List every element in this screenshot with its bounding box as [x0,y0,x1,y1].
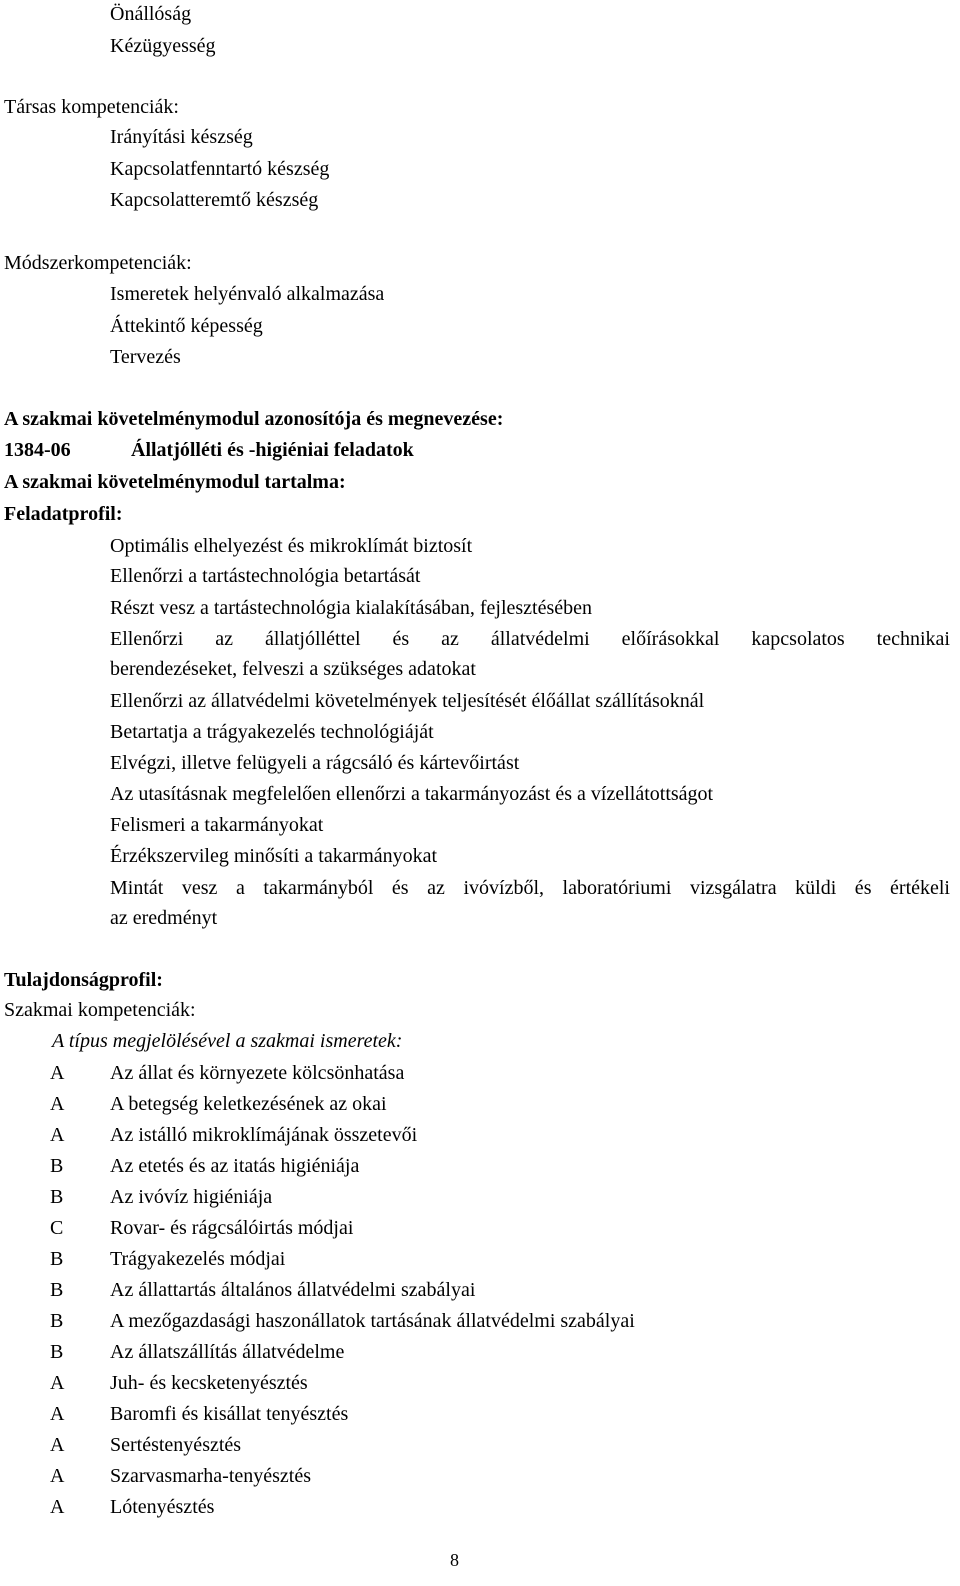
task-item-continued: berendezéseket, felveszi a szükséges adatokat [110,658,476,680]
knowledge-row [50,1092,387,1116]
knowledge-text: Az állat és környezete kölcsönhatása [110,1062,405,1084]
knowledge-text: Az állatszállítás állatvédelme [110,1341,345,1363]
competence-item: Önállóság [110,3,192,25]
knowledge-text: Lótenyésztés [110,1496,215,1518]
knowledge-row [50,1123,417,1147]
knowledge-type: A [50,1434,65,1456]
task-item: Mintát vesz a takarmányból és az ivóvízből, laboratóriumi vizsgálatra küldi és értékeli [110,877,950,899]
knowledge-type: B [50,1155,64,1177]
knowledge-text: Rovar- és rágcsálóirtás módjai [110,1217,354,1239]
knowledge-row [50,1247,285,1271]
knowledge-text: A mezőgazdasági haszonállatok tartásának állatvédelmi szabályai [110,1310,635,1332]
module-content-heading: A szakmai követelménymodul tartalma: [4,471,346,493]
knowledge-text: Juh- és kecsketenyésztés [110,1372,308,1394]
task-item: Ellenőrzi az állatvédelmi követelmények teljesítését élőállat szállításoknál [110,690,705,712]
knowledge-row [50,1278,475,1302]
competence-item: Áttekintő képesség [110,315,263,337]
knowledge-row [50,1061,404,1085]
task-item: Ellenőrzi az állatjólléttel és az állatvédelmi előírásokkal kapcsolatos technikai [110,628,950,650]
professional-competences-heading: Szakmai kompetenciák: [4,999,196,1021]
knowledge-type: A [50,1403,65,1425]
knowledge-text: Sertéstenyésztés [110,1434,242,1456]
knowledge-type: A [50,1093,65,1115]
knowledge-text: Az istálló mikroklímájának összetevői [110,1124,418,1146]
knowledge-type: A [50,1372,65,1394]
knowledge-row [50,1309,635,1333]
module-code: 1384-06 [4,439,71,461]
competence-item: Ismeretek helyénvaló alkalmazása [110,283,385,305]
task-item: Érzékszervileg minősíti a takarmányokat [110,845,438,867]
competence-item: Kapcsolatfenntartó készség [110,158,330,180]
task-item: Részt vesz a tartástechnológia kialakításában, fejlesztésében [110,597,593,619]
knowledge-type: B [50,1341,64,1363]
knowledge-type: A [50,1062,65,1084]
task-item: Elvégzi, illetve felügyeli a rágcsáló és kártevőirtást [110,752,520,774]
competence-item: Irányítási készség [110,126,253,148]
knowledge-row [50,1340,344,1364]
knowledge-type: A [50,1496,65,1518]
knowledge-row [50,1402,348,1426]
knowledge-text: Az etetés és az itatás higiéniája [110,1155,360,1177]
knowledge-row [50,1185,272,1209]
section-heading-method: Módszerkompetenciák: [4,252,192,274]
knowledge-row [50,1464,311,1488]
knowledge-type: B [50,1279,64,1301]
task-item: Optimális elhelyezést és mikroklímát biztosít [110,535,473,557]
knowledge-text: Trágyakezelés módjai [110,1248,286,1270]
task-item: Betartatja a trágyakezelés technológiáját [110,721,434,743]
page-number: 8 [450,1550,459,1570]
knowledge-text: Baromfi és kisállat tenyésztés [110,1403,349,1425]
knowledge-row [50,1154,359,1178]
knowledge-text: Az állattartás általános állatvédelmi szabályai [110,1279,476,1301]
competence-item: Kézügyesség [110,35,216,57]
competence-item: Kapcsolatteremtő készség [110,189,319,211]
knowledge-type: B [50,1310,64,1332]
knowledge-text: Az ivóvíz higiéniája [110,1186,273,1208]
knowledge-row [50,1433,241,1457]
knowledge-type: A [50,1465,65,1487]
task-item: Felismeri a takarmányokat [110,814,324,836]
task-profile-heading: Feladatprofil: [4,503,123,525]
task-item-continued: az eredményt [110,907,218,929]
knowledge-type: A [50,1124,65,1146]
knowledge-type-heading: A típus megjelölésével a szakmai ismeretek: [52,1030,403,1052]
property-profile-heading: Tulajdonságprofil: [4,969,163,991]
knowledge-type: C [50,1217,64,1239]
module-name: Állatjólléti és -higiéniai feladatok [131,439,414,461]
module-id-heading: A szakmai követelménymodul azonosítója és megnevezése: [4,408,504,430]
knowledge-type: B [50,1248,64,1270]
competence-item: Tervezés [110,346,181,368]
knowledge-text: Szarvasmarha-tenyésztés [110,1465,312,1487]
knowledge-text: A betegség keletkezésének az okai [110,1093,387,1115]
knowledge-row [50,1371,308,1395]
task-item: Az utasításnak megfelelően ellenőrzi a takarmányozást és a vízellátottságot [110,783,714,805]
knowledge-row [50,1216,353,1240]
section-heading-social: Társas kompetenciák: [4,96,179,118]
task-item: Ellenőrzi a tartástechnológia betartását [110,565,421,587]
knowledge-row [50,1495,214,1519]
knowledge-type: B [50,1186,64,1208]
